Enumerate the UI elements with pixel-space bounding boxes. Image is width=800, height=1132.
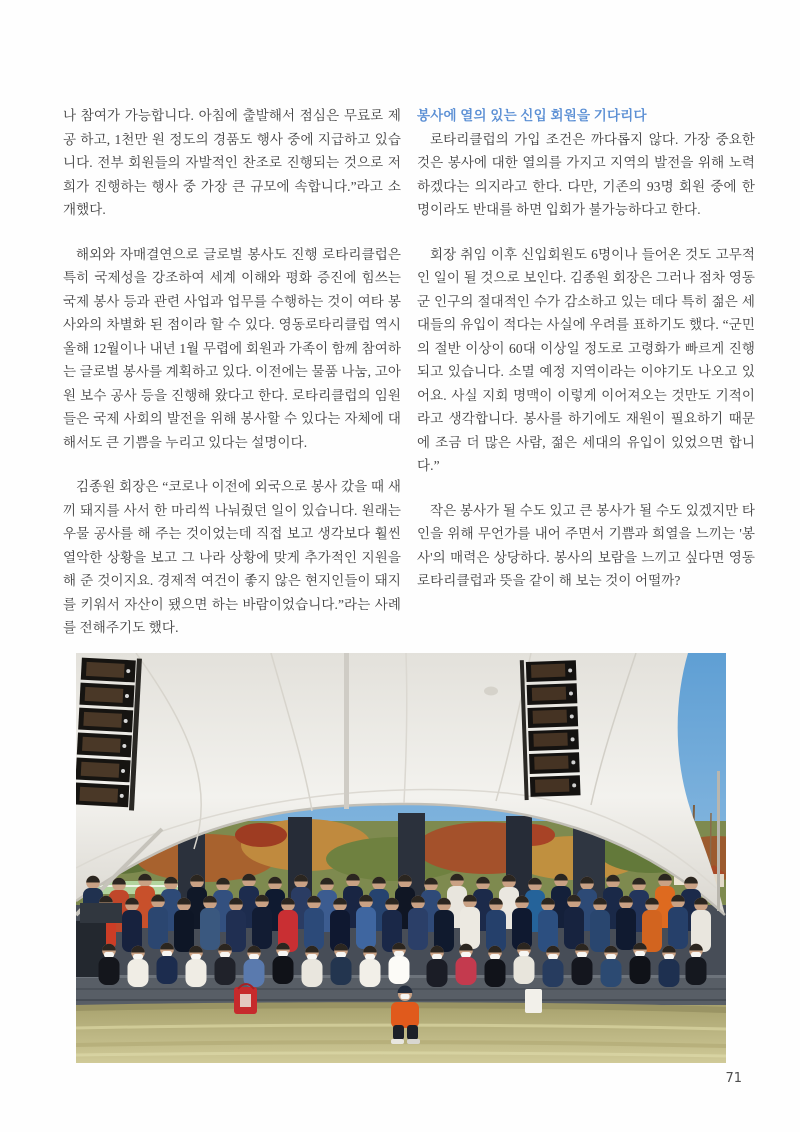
- paragraph: 로타리클럽의 가입 조건은 까다롭지 않다. 가장 중요한 것은 봉사에 대한 열의를 가지고 지역의 발전을 위해 노력하겠다는 의지라고 한다. 다만, 기존의 93명 회원 중에 한 명이라도 반대를 하면 입회가 불가능하다고 한다.: [417, 131, 755, 217]
- section-heading: 봉사에 열의 있는 신입 회원을 기다리다: [417, 108, 647, 123]
- paragraph: 회장 취임 이후 신입회원도 6명이나 들어온 것도 고무적인 일이 될 것으로 보인다. 김종원 회장은 그러나 점차 영동군 인구의 절대적인 수가 감소하고 있는 데다 특히 젊은 세대들의 유입이 적다는 사실에 우려를 표하기도 했다. “군민의 절반 이상이 60대 이상일 정도로 고령화가 빠르게 진행되고 있습니다. 소멸 예정 지역이라는 이야기도 나오고 있어요. 사실 지회 명맥이 이렇게 이어져오는 것만도 기적이라고 생각합니다. 봉사를 하기에도 재원이 필요하기 때문에 조금 더 많은 사람, 젊은 세대의 유입이 있었으면 합니다.”: [417, 246, 755, 473]
- group-photo: [76, 653, 726, 1063]
- article-left-column: [63, 104, 401, 661]
- paragraph: 김종원 회장은 “코로나 이전에 외국으로 봉사 갔을 때 새끼 돼지를 사서 한 마리씩 나눠줬던 일이 있습니다. 원래는 우물 공사를 해 주는 것이었는데 직접 보고 생각보다 훨씬 열악한 상황을 보고 그 나라 상황에 맞게 추가적인 지원을 해 준 것이지요. 경제적 여건이 좋지 않은 현지인들이 돼지를 키워서 자산이 됐으면 하는 바람이었습니다.”라는 사례를 전해주기도 했다.: [63, 479, 401, 635]
- red-bag: [234, 984, 257, 1014]
- paragraph: 작은 봉사가 될 수도 있고 큰 봉사가 될 수도 있겠지만 타인을 위해 무언가를 내어 주면서 기쁨과 희열을 느끼는 '봉사'의 매력은 상당하다. 봉사의 보람을 느끼고 싶다면 영동로타리클럽과 뜻을 같이 해 보는 것이 어떨까?: [417, 502, 755, 588]
- page-number: 71: [725, 1071, 742, 1086]
- white-bag: [525, 989, 542, 1013]
- paragraph: 나 참여가 가능합니다. 아침에 출발해서 점심은 무료로 제공 하고, 1천만 원 정도의 경품도 행사 중에 지급하고 있습니다. 전부 회원들의 자발적인 찬조로 진행되는 것으로 저희가 진행하는 행사 중 가장 큰 규모에 속합니다.”라고 소개했다.: [63, 108, 401, 217]
- paragraph: 해외와 자매결연으로 글로벌 봉사도 진행 로타리클럽은 특히 국제성을 강조하여 세계 이해와 평화 증진에 힘쓰는 국제 봉사 등과 관련 사업과 업무를 수행하는 것이 여타 봉사와의 차별화 된 점이라 할 수 있다. 영동로타리클럽 역시 올해 12월이나 내년 1월 무렵에 회원과 가족이 함께 참여하는 글로벌 봉사를 계획하고 있다. 이전에는 물품 나눔, 고아원 보수 공사 등을 진행해 왔다고 한다. 로타리클럽의 임원들은 국제 사회의 발전을 위해 봉사할 수 있다는 자체에 대해서도 큰 기쁨을 누리고 있다는 설명이다.: [63, 246, 401, 450]
- article-right-column: [417, 104, 755, 614]
